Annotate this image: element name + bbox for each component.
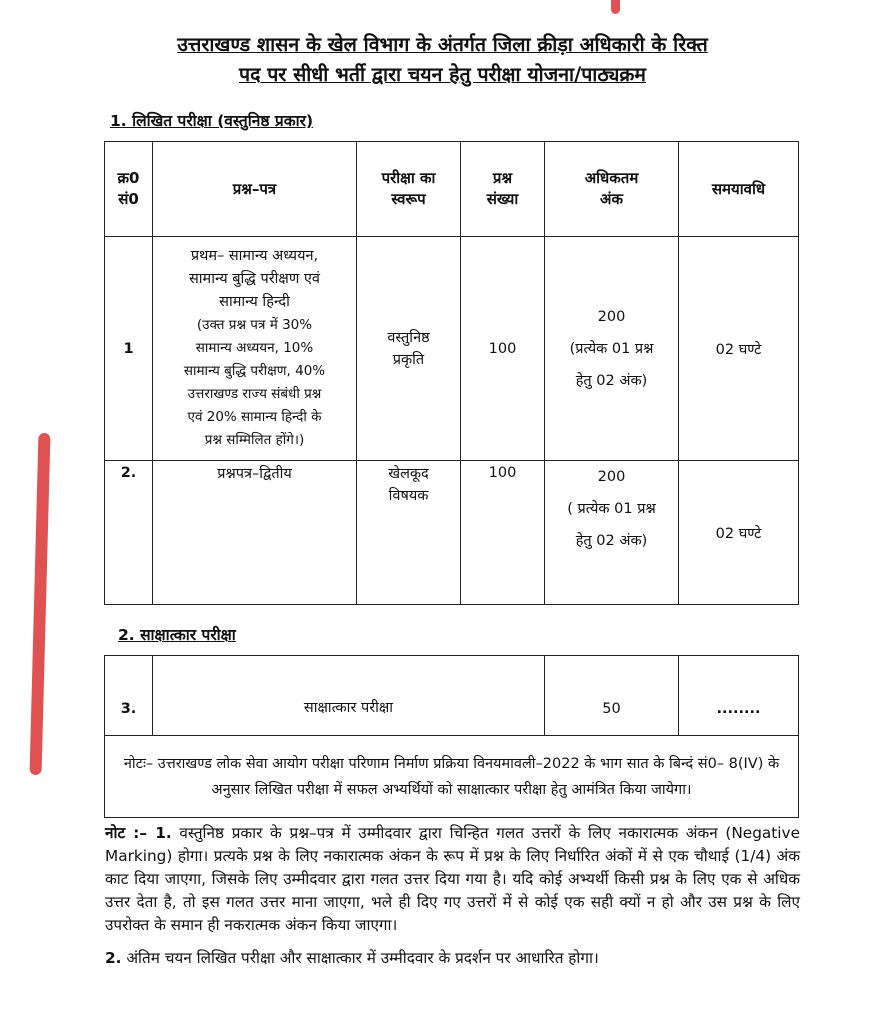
table-row xyxy=(105,736,799,818)
red-pen-mark xyxy=(30,433,51,775)
note-2-label: 2. xyxy=(105,949,122,967)
row1-marks: 200 (प्रत्येक 01 प्रश्न हेतु 02 अंक) xyxy=(545,237,679,461)
row2-type: खेलकूद विषयक xyxy=(357,461,461,605)
note-1-text: वस्तुनिष्ठ प्रकार के प्रश्न–पत्र में उम्मीदवार द्वारा चिन्हित गलत उत्तरों के लिए नकारात्मक अंकन (Negative Marking) होगा। प्रत्यके प्रश्न के लिए नकारात्मक अंकन के रूप में प्रश्न के लिए निर्धारित अंकों में से एक चौथाई (1/4) अंक काट दिया जाएगा, जिसके लिए उम्मीदवार द्वारा गलत उत्तर दिया गया है। यदि कोई अभ्यर्थी किसी प्रश्न के लिए एक से अधिक उत्तर देता है, तो इस गलत उत्तर माना जाएगा, भले ही दिए गए उत्तरों में से कोई एक सही क्यों न हो और उस प्रश्न के लिए उपरोक्त के समान ही नकरात्मक अंकन किया जाएगा। xyxy=(105,824,800,934)
header-count: प्रश्न संख्या xyxy=(461,142,545,237)
row2-count: 100 xyxy=(461,461,545,605)
row1-paper: प्रथम– सामान्य अध्ययन, सामान्य बुद्धि परीक्षण एवं सामान्य हिन्दी (उक्त प्रश्न पत्र में 30% सामान्य अध्ययन, 10% सामान्य बुद्धि परीक्षण, 40% उत्तराखण्ड राज्य संबंधी प्रश्न एवं 20% सामान्य हिन्दी के प्रश्न सम्मिलित होंगे।) xyxy=(153,237,357,461)
notes-block xyxy=(105,822,800,970)
row2-sno: 2. xyxy=(105,461,153,605)
row1-type: वस्तुनिष्ठ प्रकृति xyxy=(357,237,461,461)
red-pen-mark-top xyxy=(611,0,620,14)
header-marks: अधिकतम अंक xyxy=(545,142,679,237)
header-type: परीक्षा का स्वरूप xyxy=(357,142,461,237)
interview-duration: ........ xyxy=(679,656,799,736)
row1-duration: 02 घण्टे xyxy=(679,237,799,461)
title-line-2: पद पर सीधी भर्ती द्वारा चयन हेतु परीक्षा योजना/पाठ्यक्रम xyxy=(239,63,646,86)
row1-sno: 1 xyxy=(105,237,153,461)
header-duration: समयावधि xyxy=(679,142,799,237)
header-paper: प्रश्न–पत्र xyxy=(153,142,357,237)
section-2-heading: 2. साक्षात्कार परीक्षा xyxy=(118,626,236,644)
interview-name: साक्षात्कार परीक्षा xyxy=(153,656,545,736)
section-1-heading: 1. लिखित परीक्षा (वस्तुनिष्ठ प्रकार) xyxy=(110,112,314,130)
table-row xyxy=(105,656,799,736)
table-row xyxy=(105,461,799,605)
header-sno: क्र0 सं0 xyxy=(105,142,153,237)
row2-marks: 200 ( प्रत्येक 01 प्रश्न हेतु 02 अंक) xyxy=(545,461,679,605)
note-1-label: नोट :– 1. xyxy=(105,824,172,842)
note-1 xyxy=(105,822,800,937)
page-title xyxy=(40,30,845,90)
table-row xyxy=(105,237,799,461)
row2-duration: 02 घण्टे xyxy=(679,461,799,605)
row2-paper: प्रश्नपत्र–द्वितीय xyxy=(153,461,357,605)
interview-marks: 50 xyxy=(545,656,679,736)
interview-sno: 3. xyxy=(105,656,153,736)
interview-note: नोटः– उत्तराखण्ड लोक सेवा आयोग परीक्षा परिणाम निर्माण प्रक्रिया विनयमावली–2022 के भाग सात के बिन्दं सं0– 8(IV) के अनुसार लिखित परीक्षा में सफल अभ्यर्थियों को साक्षात्कार परीक्षा हेतु आमंत्रित किया जायेगा। xyxy=(105,736,799,818)
interview-table xyxy=(104,655,799,818)
title-line-1: उत्तराखण्ड शासन के खेल विभाग के अंतर्गत जिला क्रीड़ा अधिकारी के रिक्त xyxy=(177,33,708,56)
table-header-row xyxy=(105,142,799,237)
note-2-text: अंतिम चयन लिखित परीक्षा और साक्षात्कार में उम्मीदवार के प्रदर्शन पर आधारित होगा। xyxy=(121,949,599,967)
note-2 xyxy=(105,947,800,970)
row1-count: 100 xyxy=(461,237,545,461)
written-exam-table xyxy=(104,141,799,605)
